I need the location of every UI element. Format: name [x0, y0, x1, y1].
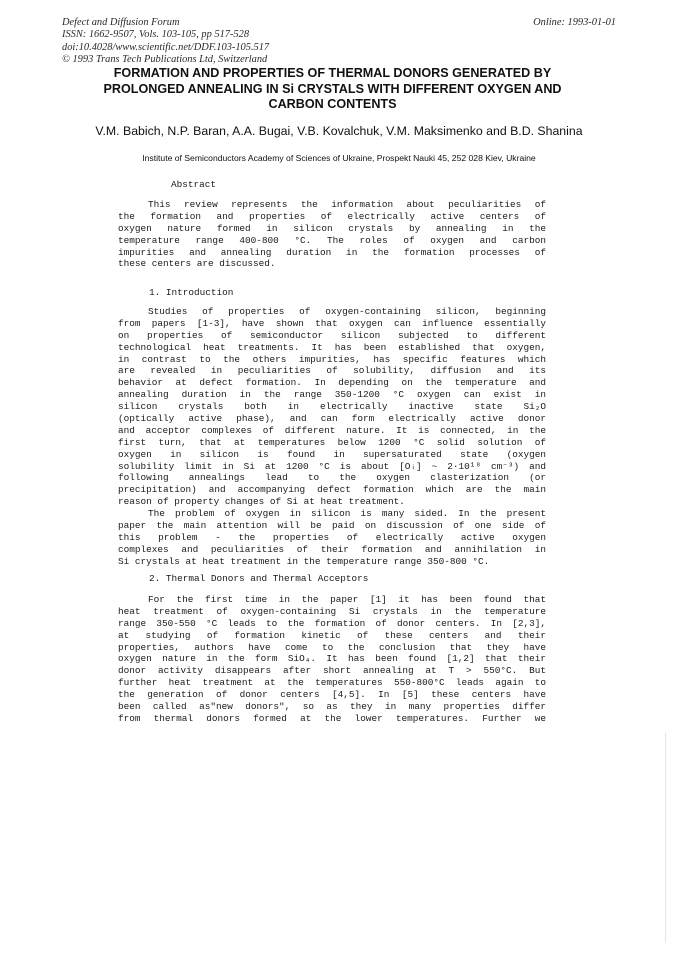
abstract-line: the formation and properties of electrically active centers of: [118, 210, 546, 222]
body-line: reason of property changes of Si at heat treatment.: [118, 496, 405, 508]
paper-title: FORMATION AND PROPERTIES OF THERMAL DONORS GENERATED BY PROLONGED ANNEALING IN Si CRYSTALS WITH DIFFERENT OXYGEN AND CARBON CONTENTS: [103, 66, 562, 111]
body-line: solubility limit in Si at 1200 °C is about [Oᵢ] ~ 2·10¹⁸ cm⁻³) and: [118, 460, 546, 472]
body-line: Si crystals at heat treatment in the temperature range 350-800 °C.: [118, 555, 490, 567]
journal-header: [62, 17, 269, 67]
body-line: further heat treatment at the temperatures 550-800°C leads again to: [118, 677, 546, 689]
section-1-body: [118, 306, 546, 568]
body-line: first turn, that at temperatures below 1200 °C solid solution of: [118, 436, 546, 448]
body-line: this problem - the properties of electrically active oxygen: [118, 531, 546, 543]
body-line: donor activity disappears after short annealing at T > 550°C. But: [118, 665, 546, 677]
body-line: annealing duration in the range 350-1200 °C oxygen can exist in: [118, 389, 546, 401]
body-line: been called as"new donors", so as they in many properties differ: [118, 701, 546, 713]
body-line: at studying of formation kinetic of these centers and their: [118, 629, 546, 641]
issn-line: ISSN: 1662-9507, Vols. 103-105, pp 517-528: [62, 29, 250, 41]
abstract-line: oxygen nature formed in silicon crystals by annealing in the: [118, 222, 546, 234]
body-line: paper the main attention will be paid on discussion of one side of: [118, 520, 546, 532]
body-line: The problem of oxygen in silicon is many sided. In the present: [148, 508, 546, 520]
body-line: complexes and peculiarities of their formation and annihilation in: [118, 543, 546, 555]
body-line: the generation of donor centers [4,5]. In [5] these centers have: [118, 689, 546, 701]
journal-name: Defect and Diffusion Forum: [62, 17, 180, 28]
body-line: Studies of properties of oxygen-containing silicon, beginning: [148, 306, 546, 317]
body-line: properties, authors have come to the conclusion that they have: [118, 641, 546, 653]
abstract-line: This review represents the information about peculiarities of: [148, 199, 546, 210]
copyright-line: © 1993 Trans Tech Publications Ltd, Switzerland: [62, 54, 268, 66]
abstract-heading: Abstract: [171, 179, 217, 190]
body-line: heat treatment of oxygen-containing Si crystals in the temperature: [118, 605, 546, 617]
abstract-line: impurities and annealing duration in the formation processes of: [118, 246, 546, 258]
section-2-heading: 2. Thermal Donors and Thermal Acceptors: [149, 573, 369, 584]
author-list: V.M. Babich, N.P. Baran, A.A. Bugai, V.B. Kovalchuk, V.M. Maksimenko and B.D. Shanina: [95, 124, 583, 138]
abstract-line: temperature range 400-800 °C. The roles of oxygen and carbon: [118, 234, 546, 246]
body-line: following annealings lead to the oxygen clasterization (or: [118, 472, 546, 484]
body-line: oxygen nature in the form SiO₄. It has been found [1,2] that their: [118, 653, 546, 665]
section-2-body: [118, 594, 546, 725]
body-line: from thermal donors formed at the lower temperatures. Further we: [118, 712, 546, 724]
body-line: on properties of semiconductor silicon subjected to different: [118, 329, 546, 341]
body-line: silicon crystals both in electrically inactive state Si₂O: [118, 401, 546, 413]
abstract-body: [118, 199, 546, 270]
body-line: oxygen in silicon is found in supersaturated state (oxygen: [118, 448, 546, 460]
body-line: For the first time in the paper [1] it has been found that: [148, 594, 546, 605]
body-line: are revealed in peculiarities of solubility, diffusion and its: [118, 365, 546, 377]
body-line: and acceptor complexes of different nature. It is connected, in the: [118, 424, 546, 436]
body-line: behavior at defect formation. In depending on the temperature and: [118, 377, 546, 389]
section-1-heading: 1. Introduction: [149, 287, 234, 298]
body-line: in contrast to the others impurities, has specific features which: [118, 353, 546, 365]
affiliation: Institute of Semiconductors Academy of Sciences of Ukraine, Prospekt Nauki 45, 252 028 Kiev, Ukraine: [142, 153, 536, 163]
body-line: technological heat treatments. It has been established that oxygen,: [118, 341, 546, 353]
abstract-line: these centers are discussed.: [118, 258, 276, 270]
body-line: range 350-550 °C leads to the formation of donor centers. In [2,3],: [118, 617, 546, 629]
body-line: from papers [1-3], have shown that oxygen can influence essentially: [118, 317, 546, 329]
body-line: (optically active phase), and can form electrically active donor: [118, 413, 546, 425]
online-date: Online: 1993-01-01: [533, 17, 616, 28]
margin-rule: [665, 733, 666, 943]
doi-link[interactable]: doi:10.4028/www.scientific.net/DDF.103-105.517: [62, 41, 270, 53]
body-line: precipitation) and accompanying defect formation which are the main: [118, 484, 546, 496]
